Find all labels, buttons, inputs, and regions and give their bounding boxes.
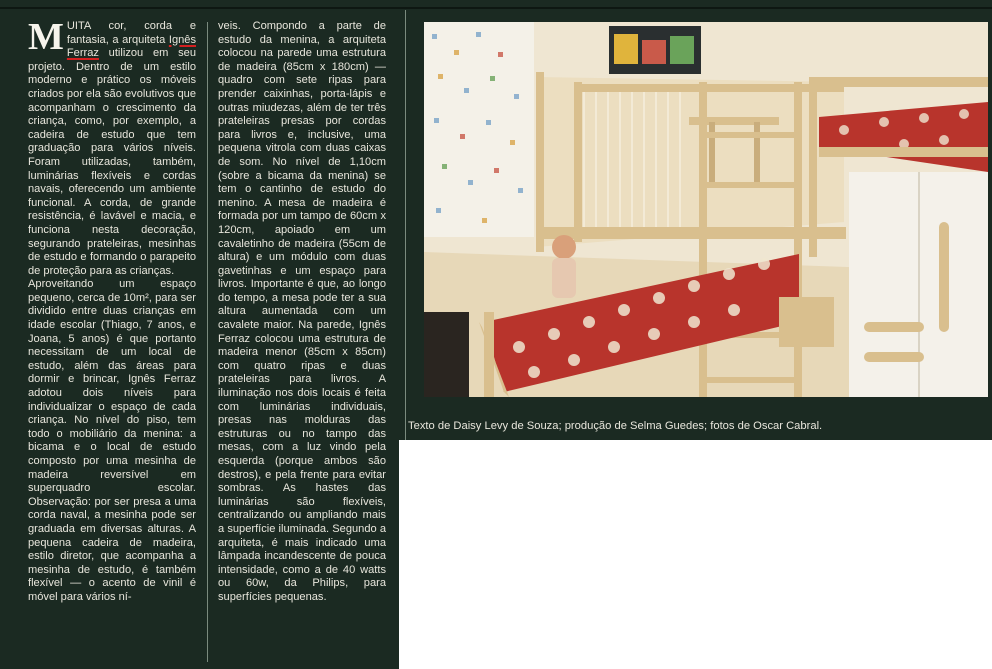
top-rule <box>0 7 992 9</box>
paragraph-2: Aproveitando um espaço pequeno, cerca de 10m², para ser dividido entre duas crianças em idade escolar (Thiago, 7 anos, e Joana, 5 anos) é que portanto necessitam de um local de estudo, além das áreas para dormir e brincar, Ignês Ferraz adotou dois níveis para individualizar o espaço de cada criança. No nível do piso, tem todo o mobiliário da menina: a bicama e o local de estudo composto por uma mesinha de madeira reversível em superquadro escolar. Observação: por ser presa a uma corda naval, a mesinha pode ser graduada em diversas alturas. A pequena cadeira de madeira, estilo diretor, que acompanha a mesinha de estudo, é também flexível — o acento de vinil é móvel para vários ní- <box>28 278 196 603</box>
drop-cap: M <box>28 20 64 58</box>
column-divider <box>207 22 208 662</box>
paragraph-3: veis. Compondo a parte de estudo da menina, a arquiteta colocou na parede uma estrutura de madeira (85cm x 180cm) — quadro com sete ripas para prender caixinhas, porta-lápis e outras miudezas, além de ter três prateleiras presas por cordas para livros e, inclusive, uma pequena vitrola com duas caixas de som. No nível de 1,10cm (sobre a bicama da menina) se tem o cantinho de estudo do menino. A mesa de madeira é formada por um tampo de 60cm x 120cm, apoiado em um cavaletinho de madeira (55cm de altura) e um módulo com duas gavetinhas e um espaço para livros. Importante é que, ao longo do tempo, a mesa pode ter a sua altura aumentada com um cavalete maior. Na parede, Ignês Ferraz colocou uma estrutura de madeira menor (85cm x 85cm) com quatro ripas e duas prateleiras para livros. A iluminação nos dois locais é feita com luminárias individuais, presas nas molduras das estruturas ou no tampo das mesas, com a luz vindo pela esquerda (porque ambos são destros), e pela frente para evitar sombras. As hastes das luminárias são flexíveis, centralizando ou ampliando mais a superfície iluminada. Segundo a arquiteta, é mais indicado uma lâmpada incandescente de pouca intensidade, como a de 40 watts ou 60w, da Philips, para superfícies pequenas. <box>218 20 386 603</box>
paragraph-1-rest: utilizou em seu projeto. Dentro de um estilo moderno e prático os móveis criados por ela são evolutivos que acompanham o crescimento da criança, como, por exemplo, a cadeira de estudo que tem graduação para vários níveis. Foram utilizadas, também, luminárias flexíveis e cordas navais, oferecendo um ambiente funcional. A corda, de grande resistência, é lavável e macia, e funciona nesta decoração, segurando prateleiras, mesinhas de estudo e formando o parapeito de proteção para as crianças. <box>28 47 196 277</box>
photo-divider <box>405 10 406 440</box>
article-column-1 <box>28 20 196 666</box>
article-column-2 <box>218 20 386 666</box>
bunk-bed-room-photo <box>424 22 988 397</box>
paragraph-1 <box>28 20 196 278</box>
room-illustration <box>424 22 988 397</box>
architect-name: Ignês Ferraz <box>66 33 196 60</box>
photo-credits-caption: Texto de Daisy Levy de Souza; produção de Selma Guedes; fotos de Oscar Cabral. <box>408 420 823 432</box>
lead-text: UITA cor, corda e fantasia, a arquiteta <box>66 20 196 46</box>
